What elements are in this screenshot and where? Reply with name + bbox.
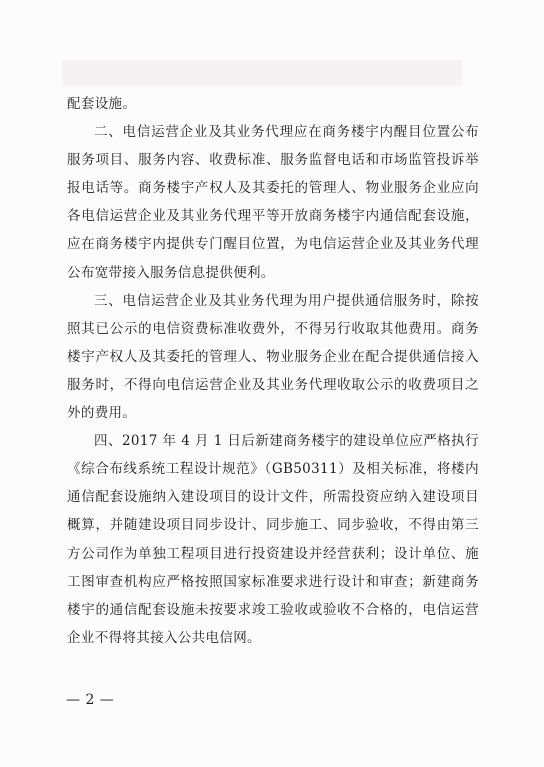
document-body xyxy=(67,90,479,652)
paragraph-item-2: 二、电信运营企业及其业务代理应在商务楼宇内醒目位置公布服务项目、服务内容、收费标准、服务监督电话和市场监管投诉举报电话等。商务楼宇产权人及其委托的管理人、物业服务企业应向各电信运营企业及其业务代理平等开放商务楼宇内通信配套设施，应在商务楼宇内提供专门醒目位置，为电信运营企业及其业务代理公布宽带接入服务信息提供便利。 xyxy=(67,124,479,281)
paragraph-item-3: 三、电信运营企业及其业务代理为用户提供通信服务时，除按照其已公示的电信资费标准收费外，不得另行收取其他费用。商务楼宇产权人及其委托的管理人、物业服务企业在配合提供通信接入服务时，不得向电信运营企业及其业务代理收取公示的收费项目之外的费用。 xyxy=(67,292,479,422)
bleed-through-header xyxy=(62,60,462,86)
paragraph-item-4: 四、2017 年 4 月 1 日后新建商务楼宇的建设单位应严格执行《综合布线系统工程设计规范》（GB50311）及相关标准，将楼内通信配套设施纳入建设项目的设计文件，所需投资应纳入建设项目概算，并随建设项目同步设计、同步施工、同步验收，不得由第三方公司作为单独工程项目进行投资建设并经营获利；设计单位、施工图审查机构应严格按照国家标准要求进行设计和审查；新建商务楼宇的通信配套设施未按要求竣工验收或验收不合格的，电信运营企业不得将其接入公共电信网。 xyxy=(67,433,479,646)
page-number: — 2 — xyxy=(66,692,115,708)
paragraph-continuation: 配套设施。 xyxy=(67,96,137,112)
